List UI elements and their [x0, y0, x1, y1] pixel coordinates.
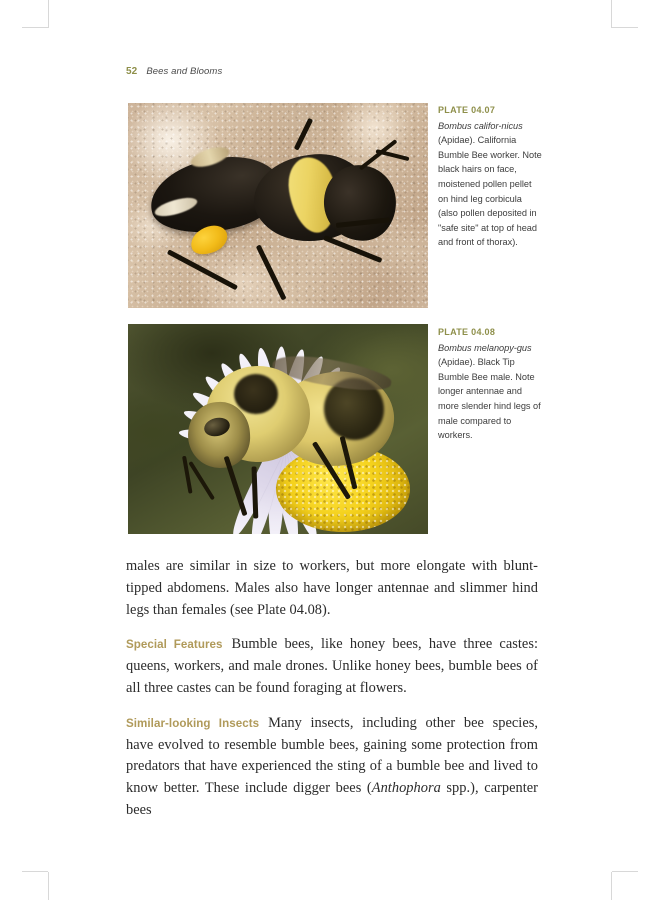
crop-mark-top-left-horizontal [22, 27, 48, 28]
page-number: 52 [126, 66, 138, 77]
body-text-column [126, 556, 538, 822]
species-name-cont: gus [516, 342, 532, 353]
bee-thorax-spot [234, 374, 278, 414]
plate-caption-text: (Apidae). Black Tip Bumble Bee male. Note longer antennae and more slender hind legs of male compared to workers. [438, 357, 541, 441]
paragraph-similar-text-a: Many insects, including other bee species, have evolved to resemble bumble bees, gaining some protection from predators that have experienced the sting of a bumble bee and lived to know better. These include digger bees ( [126, 714, 538, 797]
plate-caption-text: (Apidae). California Bumble Bee worker. Note black hairs on face, moistened pollen pellet on hind leg corbicula (also pollen deposited in "safe site" at top of head and front of thorax). [438, 135, 542, 248]
crop-mark-top-left-vertical [48, 0, 49, 28]
book-title: Bees and Blooms [146, 66, 223, 77]
genus-anthophora: Anthophora [371, 780, 441, 797]
crop-mark-top-right-vertical [611, 0, 612, 28]
crop-mark-bottom-right-vertical [611, 872, 612, 900]
paragraph-similar-looking-insects [126, 713, 538, 822]
species-name-cont: nicus [501, 120, 523, 131]
run-in-heading-special-features: Special Features [126, 638, 223, 652]
crop-mark-bottom-left-horizontal [22, 871, 48, 872]
species-name: Bombus melanopy- [438, 342, 517, 353]
crop-mark-bottom-left-vertical [48, 872, 49, 900]
paragraph-similar-text-b: spp.), carpenter bees [126, 780, 538, 818]
plate-label-04-07: PLATE 04.07 [438, 105, 496, 115]
crop-mark-bottom-right-horizontal [612, 871, 638, 872]
run-in-heading-similar-looking-insects: Similar-looking Insects [126, 716, 260, 730]
plate-photo-04-07 [128, 103, 428, 308]
plate-caption-04-08 [438, 325, 542, 443]
running-head [126, 66, 222, 77]
paragraph-continuation: males are similar in size to workers, but more elongate with blunt-tipped abdomens. Males also have longer antennae and slimmer hind legs than females (see Plate 04.08). [126, 558, 538, 618]
paragraph-special-features-text: Bumble bees, like honey bees, have three castes: queens, workers, and male drones. Unlike honey bees, bumble bees of all three castes can be found foraging at flowers. [126, 636, 538, 696]
species-name: Bombus califor- [438, 120, 502, 131]
crop-mark-top-right-horizontal [612, 27, 638, 28]
plate-caption-04-07 [438, 103, 542, 250]
plate-label-04-08: PLATE 04.08 [438, 327, 496, 337]
paragraph-special-features [126, 634, 538, 699]
plate-photo-04-08 [128, 324, 428, 534]
